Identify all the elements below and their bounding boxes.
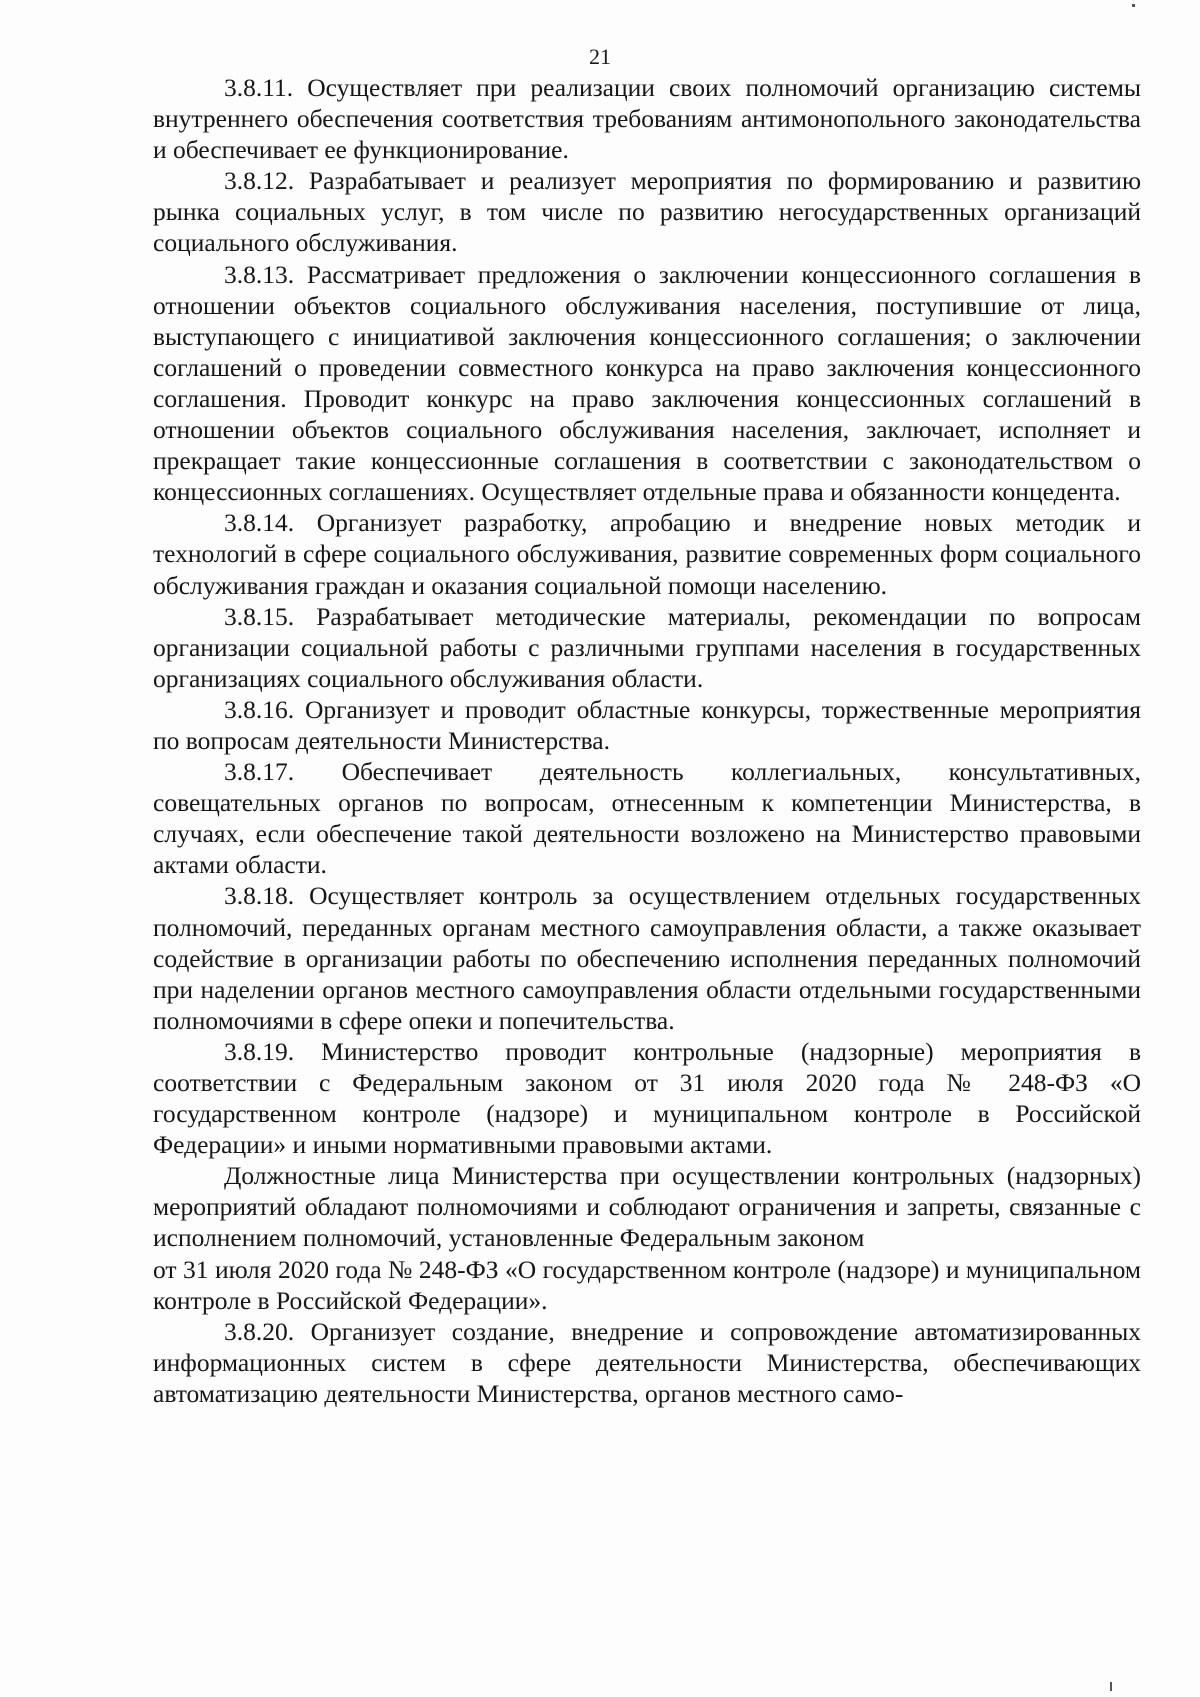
- paragraph-3-8-13: 3.8.13. Рассматривает предложения о заключении концессионного соглашения в отношении объектов социального обслуживания населения, поступившие от лица, выступающего с инициативой заключения концессионного соглашения; о заключении соглашений о проведении совместного конкурса на право заключения концессионного соглашения. Проводит конкурс на право заключения концессионных соглашений в отношении объектов социального обслуживания населения, заключает, исполняет и прекращает такие концессионные соглашения в соответствии с законодательством о концессионных соглашениях. Осуществляет отдельные права и обязанности концедента.: [153, 259, 1141, 507]
- paragraph-3-8-20: 3.8.20. Организует создание, внедрение и сопровождение автоматизированных информационных систем в сфере деятельности Министерства, обеспечивающих автоматизацию деятельности Министерства, органов местного само-: [153, 1316, 1141, 1408]
- paragraph-3-8-18: 3.8.18. Осуществляет контроль за осуществлением отдельных государственных полномочий, переданных органам местного самоуправления области, а также оказывает содействие в организации работы по обеспечению исполнения переданных полномочий при наделении органов местного самоуправления области отдельными государственными полномочиями в сфере опеки и попечительства.: [153, 881, 1141, 1035]
- document-body: [153, 72, 1141, 1409]
- page-number: 21: [589, 44, 611, 69]
- paragraph-3-8-14: 3.8.14. Организует разработку, апробацию и внедрение новых методик и технологий в сфере социального обслуживания, развитие современных форм социального обслуживания граждан и оказания социальной помощи населению.: [153, 508, 1141, 600]
- paragraph-3-8-11: 3.8.11. Осуществляет при реализации своих полномочий организацию системы внутреннего обеспечения соответствия требованиям антимонопольного законодательства и обеспечивает ее функционирование.: [153, 73, 1141, 165]
- paragraph-officials-powers: Должностные лица Министерства при осуществлении контрольных (надзорных) мероприятий обладают полномочиями и соблюдают ограничения и запреты, связанные с исполнением полномочий, установленные Федеральным законом: [153, 1161, 1141, 1253]
- paragraph-3-8-19: 3.8.19. Министерство проводит контрольные (надзорные) мероприятия в соответствии с Федеральным законом от 31 июля 2020 года № 248-ФЗ «О государственном контроле (надзоре) и муниципальном контроле в Российской Федерации» и иными нормативными правовыми актами.: [153, 1036, 1141, 1160]
- scan-artifact-mark: [1110, 1682, 1112, 1691]
- paragraph-3-8-15: 3.8.15. Разрабатывает методические материалы, рекомендации по вопросам организации социальной работы с различными группами населения в государственных организациях социального обслуживания области.: [153, 601, 1141, 693]
- paragraph-3-8-16: 3.8.16. Организует и проводит областные конкурсы, торжественные мероприятия по вопросам деятельности Министерства.: [153, 694, 1141, 755]
- scan-artifact-mark: [1132, 4, 1135, 7]
- paragraph-3-8-17: 3.8.17. Обеспечивает деятельность коллегиальных, консультативных, совещательных органов по вопросам, отнесенным к компетенции Министерства, в случаях, если обеспечение такой деятельности возложено на Министерство правовыми актами области.: [153, 757, 1141, 880]
- paragraph-federal-law-reference: от 31 июля 2020 года № 248-ФЗ «О государственном контроле (надзоре) и муниципальном контроле в Российской Федерации».: [153, 1254, 1141, 1315]
- paragraph-3-8-12: 3.8.12. Разрабатывает и реализует мероприятия по формированию и развитию рынка социальных услуг, в том числе по развитию негосударственных организаций социального обслуживания.: [153, 166, 1141, 258]
